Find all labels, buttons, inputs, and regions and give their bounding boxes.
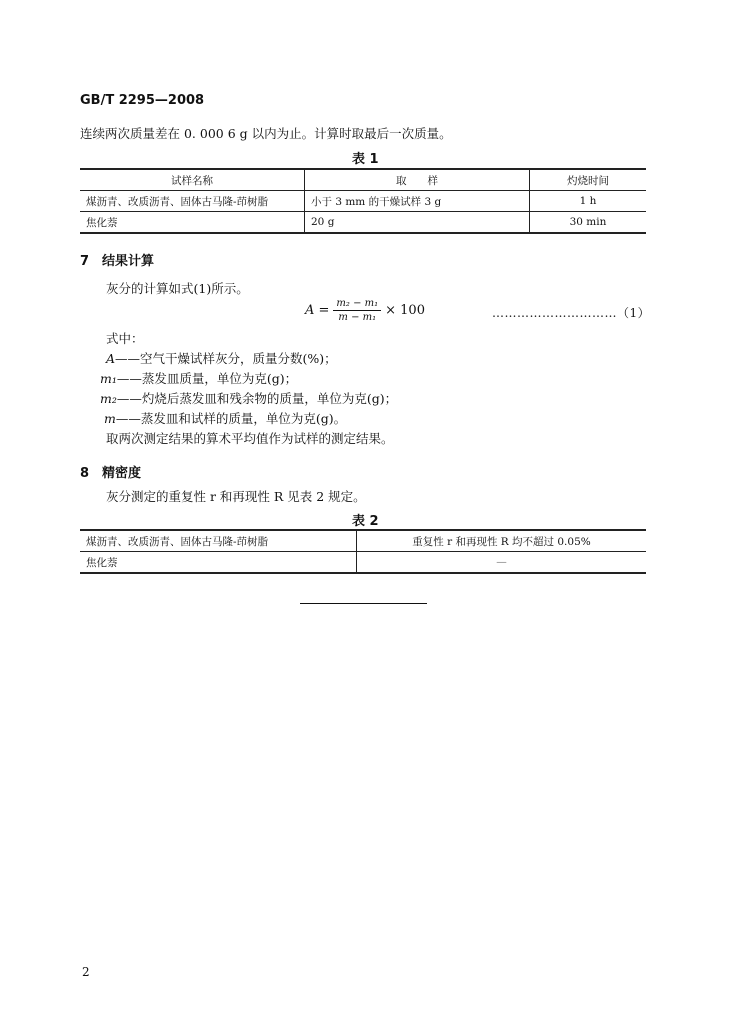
formula-lhs: A = <box>305 303 330 318</box>
end-of-document-rule <box>300 603 427 604</box>
section7-title: 结果计算 <box>102 254 155 269</box>
section8-number: 8 <box>80 466 90 481</box>
table-row <box>80 530 646 552</box>
table-row <box>80 212 646 234</box>
table1-cell: 20 g <box>305 212 530 234</box>
table1-cell: 30 min <box>530 212 647 234</box>
standard-number: GB/T 2295—2008 <box>80 93 205 108</box>
definition-item <box>104 410 346 428</box>
formula-factor: × 100 <box>385 303 425 318</box>
section7-heading <box>80 250 154 269</box>
table1-header-row <box>80 169 646 191</box>
definition-symbol: m₁ <box>100 371 117 386</box>
formula-equation-number: …………………………（1） <box>492 306 651 320</box>
table1-header-cell: 灼烧时间 <box>530 169 647 191</box>
table2-cell: — <box>357 552 647 574</box>
table1-cell: 焦化萘 <box>80 212 305 234</box>
table-row <box>80 191 646 212</box>
result-note: 取两次测定结果的算术平均值作为试样的测定结果。 <box>106 431 394 446</box>
definition-symbol: m <box>104 411 116 426</box>
formula-fraction <box>333 298 381 323</box>
definition-item <box>100 390 397 408</box>
definition-symbol: m₂ <box>100 391 117 406</box>
definition-symbol: A <box>106 351 116 366</box>
definition-text: ——蒸发皿和试样的质量，单位为克(g)。 <box>115 411 347 426</box>
table2-cell: 重复性 r 和再现性 R 均不超过 0.05% <box>357 530 647 552</box>
table2-caption: 表 2 <box>352 514 379 529</box>
definition-text: ——蒸发皿质量，单位为克(g)； <box>116 371 298 386</box>
table1-caption: 表 1 <box>352 152 379 167</box>
formula-numerator: m₂ − m₁ <box>333 298 381 311</box>
table1-cell: 煤沥青、改质沥青、固体古马隆-茚树脂 <box>80 191 305 212</box>
definition-item <box>100 370 297 388</box>
where-label: 式中： <box>106 331 144 346</box>
table2-cell: 煤沥青、改质沥青、固体古马隆-茚树脂 <box>80 530 357 552</box>
table1-cell: 1 h <box>530 191 647 212</box>
section8-heading <box>80 462 141 481</box>
table-row <box>80 552 646 574</box>
section7-intro: 灰分的计算如式(1)所示。 <box>106 281 249 296</box>
definition-item <box>106 350 337 368</box>
section8-intro: 灰分测定的重复性 r 和再现性 R 见表 2 规定。 <box>106 489 366 504</box>
page-number: 2 <box>82 965 90 979</box>
table1-header-cell: 试样名称 <box>80 169 305 191</box>
table1-cell: 小于 3 mm 的干燥试样 3 g <box>305 191 530 212</box>
table2-cell: 焦化萘 <box>80 552 357 574</box>
table1-header-cell: 取 样 <box>305 169 530 191</box>
definition-text: ——灼烧后蒸发皿和残余物的质量，单位为克(g)； <box>116 391 398 406</box>
section8-title: 精密度 <box>102 466 142 481</box>
section7-number: 7 <box>80 254 90 269</box>
intro-paragraph: 连续两次质量差在 0. 000 6 g 以内为止。计算时取最后一次质量。 <box>80 126 452 141</box>
definition-text: ——空气干燥试样灰分，质量分数(%)； <box>115 351 337 366</box>
table1 <box>80 168 646 234</box>
formula-denominator: m − m₁ <box>338 312 377 323</box>
ash-formula <box>305 298 425 323</box>
table2 <box>80 529 646 574</box>
